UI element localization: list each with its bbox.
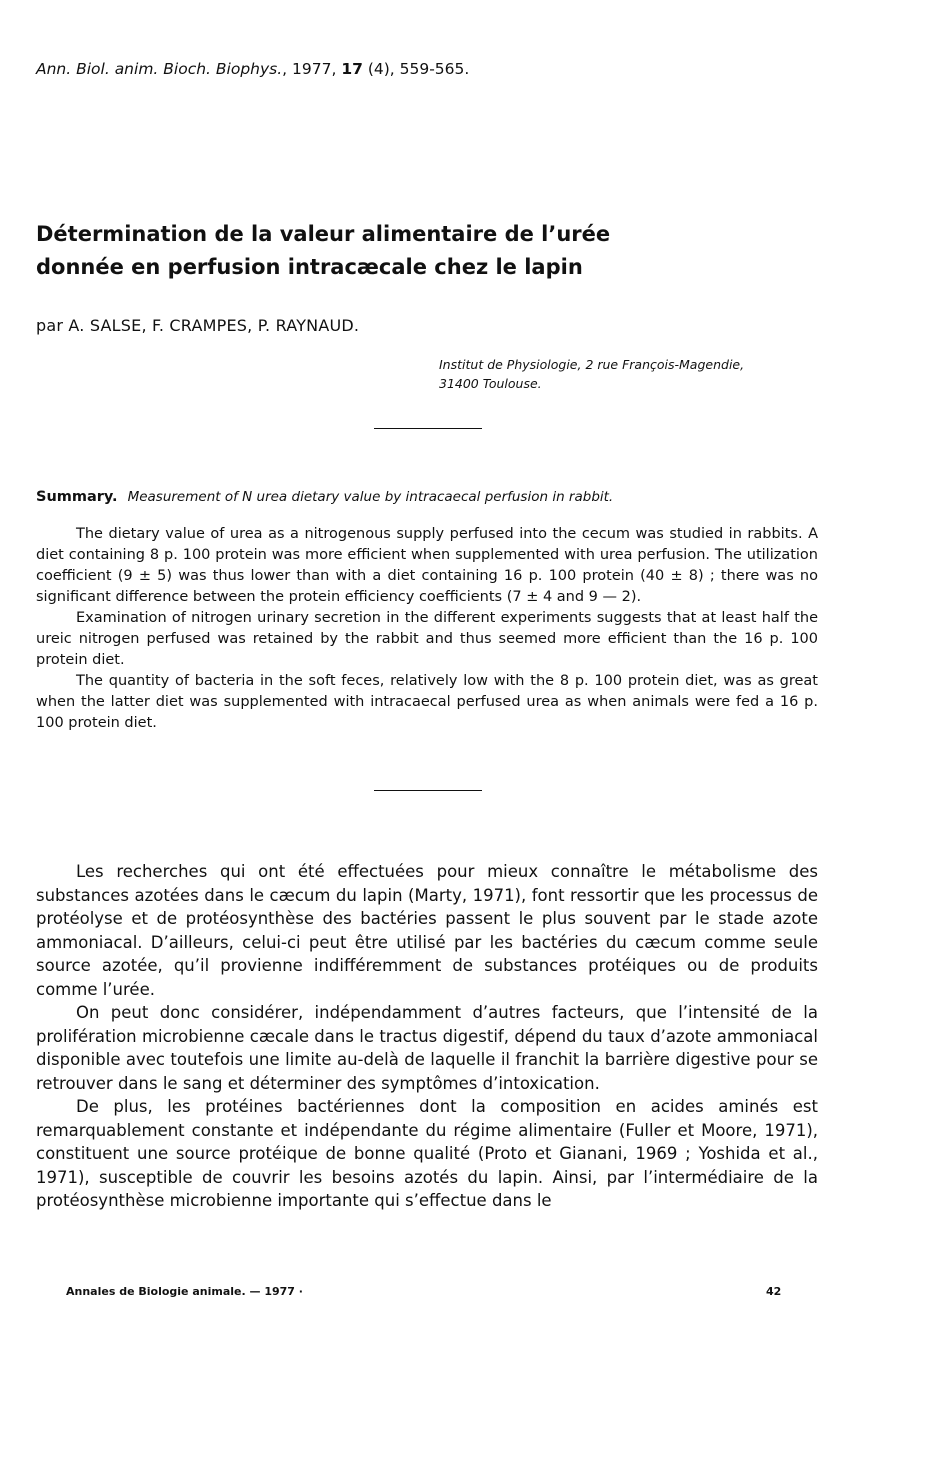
- title-line-2: donnée en perfusion intracæcale chez le lapin: [36, 255, 583, 279]
- summary-paragraph: The dietary value of urea as a nitrogenous supply perfused into the cecum was studied in rabbits. A diet containing 8 p. 100 protein was more efficient when supplemented with urea perfusion. The utilization coefficient (9 ± 5) was thus lower than with a diet containing 16 p. 100 protein (40 ± 8) ; there was no significant difference between the protein efficiency coefficients (7 ± 4 and 9 — 2).: [36, 526, 818, 605]
- journal-citation: [36, 60, 469, 78]
- title-line-1: Détermination de la valeur alimentaire de l’urée: [36, 222, 611, 246]
- body-paragraph: Les recherches qui ont été effectuées pour mieux connaître le métabolisme des substances azotées dans le cæcum du lapin (Marty, 1971), font ressortir que les processus de protéolyse et de protéosynthèse des bactéries passent le plus souvent par le stade azote ammoniacal. D’ailleurs, celui-ci peut être utilisé par les bactéries du cæcum comme seule source azotée, qu’il provienne indifféremment de substances protéiques ou de produits comme l’urée.: [36, 862, 818, 999]
- citation-journal: Ann. Biol. anim. Bioch. Biophys.: [36, 60, 283, 78]
- separator-rule-top: [374, 428, 482, 429]
- body-text: [36, 860, 818, 1213]
- authors: par A. SALSE, F. CRAMPES, P. RAYNAUD.: [36, 316, 360, 335]
- summary-subtitle: Measurement of N urea dietary value by intracaecal perfusion in rabbit.: [127, 489, 614, 505]
- page-number: 42: [766, 1285, 782, 1298]
- body-paragraph: De plus, les protéines bactériennes dont la composition en acides aminés est remarquablement constante et indépendante du régime alimentaire (Fuller et Moore, 1971), constituent une source protéique de bonne qualité (Proto et Gianani, 1969 ; Yoshida et al., 1971), susceptible de couvrir les besoins azotés du lapin. Ainsi, par l’intermédiaire de la protéosynthèse microbienne importante qui s’effectue dans le: [36, 1097, 818, 1210]
- citation-year: , 1977,: [282, 60, 342, 78]
- affiliation-line-2: 31400 Toulouse.: [439, 376, 542, 391]
- body-paragraph: On peut donc considérer, indépendamment d’autres facteurs, que l’intensité de la prolifération microbienne cæcale dans le tractus digestif, dépend du taux d’azote ammoniacal disponible avec toutefois une limite au-delà de laquelle il franchit la barrière digestive pour se retrouver dans le sang et déterminer des symptômes d’intoxication.: [36, 1003, 818, 1093]
- citation-pages: (4), 559-565.: [362, 60, 470, 78]
- summary-paragraph: Examination of nitrogen urinary secretion in the different experiments suggests that at least half the ureic nitrogen perfused was retained by the rabbit and thus seemed more efficient than the 16 p. 100 protein diet.: [36, 610, 818, 668]
- affiliation: [439, 355, 744, 393]
- summary-paragraph: The quantity of bacteria in the soft feces, relatively low with the 8 p. 100 protein diet, was as great when the latter diet was supplemented with intracaecal perfused urea as when animals were fed a 16 p. 100 protein diet.: [36, 673, 818, 731]
- separator-rule-bottom: [374, 790, 482, 791]
- summary-heading: [36, 489, 613, 505]
- article-title: [36, 218, 796, 284]
- summary-text: [36, 524, 818, 734]
- affiliation-line-1: Institut de Physiologie, 2 rue François-Magendie,: [439, 357, 745, 372]
- summary-label: Summary.: [36, 489, 118, 505]
- citation-volume: 17: [341, 60, 363, 78]
- footer-journal: Annales de Biologie animale. — 1977 ·: [66, 1285, 303, 1298]
